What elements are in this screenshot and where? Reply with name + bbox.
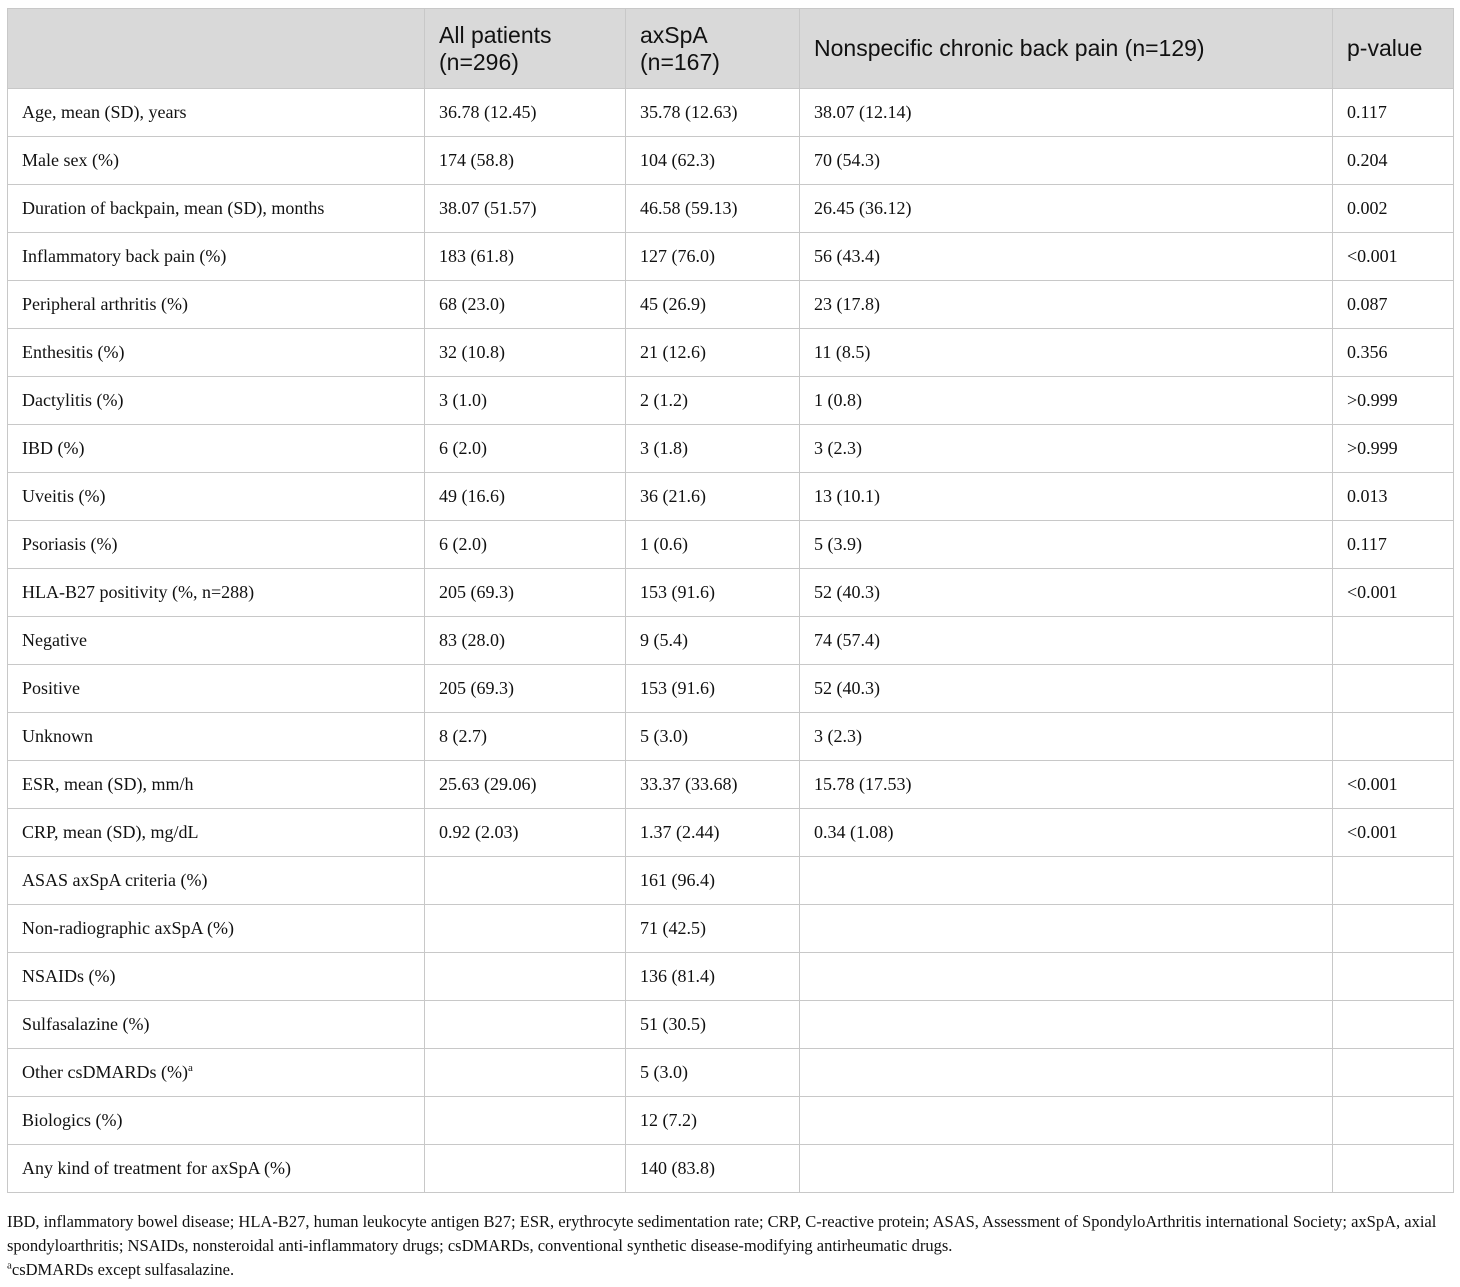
header-all-line1: All patients	[439, 21, 552, 48]
table-row	[8, 857, 1454, 905]
all-patients-cell	[425, 857, 626, 905]
row-label-cell: Unknown	[8, 713, 425, 761]
row-label-cell: Enthesitis (%)	[8, 329, 425, 377]
row-label-cell: ESR, mean (SD), mm/h	[8, 761, 425, 809]
header-cell-label	[8, 9, 425, 89]
p-value-cell: >0.999	[1333, 425, 1454, 473]
p-value-cell: >0.999	[1333, 377, 1454, 425]
row-label-cell: Peripheral arthritis (%)	[8, 281, 425, 329]
row-label-cell: Positive	[8, 665, 425, 713]
axspa-cell: 5 (3.0)	[626, 1049, 800, 1097]
p-value-cell	[1333, 713, 1454, 761]
nonspecific-back-pain-cell	[800, 1145, 1333, 1193]
all-patients-cell: 3 (1.0)	[425, 377, 626, 425]
axspa-cell: 153 (91.6)	[626, 665, 800, 713]
axspa-cell: 3 (1.8)	[626, 425, 800, 473]
header-cell-nonspecific-back-pain: Nonspecific chronic back pain (n=129)	[800, 9, 1333, 89]
row-label-cell: Negative	[8, 617, 425, 665]
footnote-text: csDMARDs except sulfasalazine.	[11, 1260, 235, 1279]
row-label-cell: Inflammatory back pain (%)	[8, 233, 425, 281]
row-label-cell: Sulfasalazine (%)	[8, 1001, 425, 1049]
all-patients-cell: 32 (10.8)	[425, 329, 626, 377]
nonspecific-back-pain-cell: 5 (3.9)	[800, 521, 1333, 569]
axspa-cell: 136 (81.4)	[626, 953, 800, 1001]
table-row	[8, 953, 1454, 1001]
header-axspa-line2: (n=167)	[640, 48, 720, 75]
axspa-cell: 1 (0.6)	[626, 521, 800, 569]
table-row	[8, 137, 1454, 185]
axspa-cell: 45 (26.9)	[626, 281, 800, 329]
header-row	[8, 9, 1454, 89]
table-row	[8, 905, 1454, 953]
nonspecific-back-pain-cell: 56 (43.4)	[800, 233, 1333, 281]
nonspecific-back-pain-cell	[800, 905, 1333, 953]
nonspecific-back-pain-cell	[800, 1097, 1333, 1145]
footnote-a	[7, 1258, 1453, 1282]
nonspecific-back-pain-cell: 3 (2.3)	[800, 713, 1333, 761]
table-row	[8, 809, 1454, 857]
row-label-cell: Biologics (%)	[8, 1097, 425, 1145]
table-footnotes	[7, 1210, 1453, 1282]
all-patients-cell: 49 (16.6)	[425, 473, 626, 521]
all-patients-cell: 6 (2.0)	[425, 521, 626, 569]
nonspecific-back-pain-cell: 0.34 (1.08)	[800, 809, 1333, 857]
row-label-cell: IBD (%)	[8, 425, 425, 473]
row-label-cell	[8, 1049, 425, 1097]
all-patients-cell	[425, 1049, 626, 1097]
table-header	[8, 9, 1454, 89]
p-value-cell	[1333, 1049, 1454, 1097]
all-patients-cell: 36.78 (12.45)	[425, 89, 626, 137]
row-label-cell: Uveitis (%)	[8, 473, 425, 521]
nonspecific-back-pain-cell: 26.45 (36.12)	[800, 185, 1333, 233]
axspa-cell: 104 (62.3)	[626, 137, 800, 185]
axspa-cell: 35.78 (12.63)	[626, 89, 800, 137]
table-row	[8, 1049, 1454, 1097]
axspa-cell: 9 (5.4)	[626, 617, 800, 665]
table-row	[8, 233, 1454, 281]
p-value-cell: <0.001	[1333, 809, 1454, 857]
row-label-cell: Any kind of treatment for axSpA (%)	[8, 1145, 425, 1193]
nonspecific-back-pain-cell: 38.07 (12.14)	[800, 89, 1333, 137]
header-all-line2: (n=296)	[439, 48, 519, 75]
baseline-characteristics-table	[7, 8, 1454, 1193]
p-value-cell: 0.356	[1333, 329, 1454, 377]
all-patients-cell: 183 (61.8)	[425, 233, 626, 281]
nonspecific-back-pain-cell: 70 (54.3)	[800, 137, 1333, 185]
all-patients-cell: 205 (69.3)	[425, 569, 626, 617]
p-value-cell: 0.117	[1333, 89, 1454, 137]
nonspecific-back-pain-cell	[800, 1049, 1333, 1097]
table-row	[8, 1145, 1454, 1193]
header-cell-all-patients	[425, 9, 626, 89]
p-value-cell: 0.002	[1333, 185, 1454, 233]
nonspecific-back-pain-cell: 11 (8.5)	[800, 329, 1333, 377]
p-value-cell	[1333, 1145, 1454, 1193]
all-patients-cell: 0.92 (2.03)	[425, 809, 626, 857]
p-value-cell	[1333, 953, 1454, 1001]
row-label-cell: Psoriasis (%)	[8, 521, 425, 569]
header-axspa-line1: axSpA	[640, 21, 708, 48]
abbreviations-note: IBD, inflammatory bowel disease; HLA-B27, human leukocyte antigen B27; ESR, erythrocyte sedimentation rate; CRP, C-reactive protein; ASAS, Assessment of SpondyloArthritis international Society; axSpA, axial spondyloarthritis; NSAIDs, nonsteroidal anti-inflammatory drugs; csDMARDs, conventional synthetic disease-modifying antirheumatic drugs.	[7, 1212, 1437, 1255]
all-patients-cell: 6 (2.0)	[425, 425, 626, 473]
row-label-cell: Non-radiographic axSpA (%)	[8, 905, 425, 953]
nonspecific-back-pain-cell	[800, 953, 1333, 1001]
table-row	[8, 569, 1454, 617]
all-patients-cell	[425, 1097, 626, 1145]
table-row	[8, 665, 1454, 713]
row-label-cell: NSAIDs (%)	[8, 953, 425, 1001]
header-cell-axspa	[626, 9, 800, 89]
p-value-cell	[1333, 857, 1454, 905]
axspa-cell: 5 (3.0)	[626, 713, 800, 761]
nonspecific-back-pain-cell: 15.78 (17.53)	[800, 761, 1333, 809]
nonspecific-back-pain-cell	[800, 857, 1333, 905]
nonspecific-back-pain-cell: 3 (2.3)	[800, 425, 1333, 473]
nonspecific-back-pain-cell: 13 (10.1)	[800, 473, 1333, 521]
p-value-cell: <0.001	[1333, 569, 1454, 617]
p-value-cell: <0.001	[1333, 233, 1454, 281]
table-row	[8, 89, 1454, 137]
row-label-cell: ASAS axSpA criteria (%)	[8, 857, 425, 905]
axspa-cell: 153 (91.6)	[626, 569, 800, 617]
row-label-cell: Age, mean (SD), years	[8, 89, 425, 137]
footnote-marker: a	[7, 1259, 12, 1272]
row-label-cell: HLA-B27 positivity (%, n=288)	[8, 569, 425, 617]
axspa-cell: 161 (96.4)	[626, 857, 800, 905]
nonspecific-back-pain-cell	[800, 1001, 1333, 1049]
axspa-cell: 33.37 (33.68)	[626, 761, 800, 809]
table-row	[8, 377, 1454, 425]
all-patients-cell	[425, 953, 626, 1001]
table-row	[8, 617, 1454, 665]
table-row	[8, 1001, 1454, 1049]
all-patients-cell: 8 (2.7)	[425, 713, 626, 761]
table-row	[8, 521, 1454, 569]
p-value-cell: <0.001	[1333, 761, 1454, 809]
axspa-cell: 127 (76.0)	[626, 233, 800, 281]
axspa-cell: 51 (30.5)	[626, 1001, 800, 1049]
table-body	[8, 89, 1454, 1193]
nonspecific-back-pain-cell: 74 (57.4)	[800, 617, 1333, 665]
p-value-cell	[1333, 665, 1454, 713]
nonspecific-back-pain-cell: 1 (0.8)	[800, 377, 1333, 425]
all-patients-cell	[425, 905, 626, 953]
table-row	[8, 761, 1454, 809]
all-patients-cell: 205 (69.3)	[425, 665, 626, 713]
all-patients-cell	[425, 1001, 626, 1049]
nonspecific-back-pain-cell: 52 (40.3)	[800, 569, 1333, 617]
all-patients-cell: 68 (23.0)	[425, 281, 626, 329]
p-value-cell: 0.117	[1333, 521, 1454, 569]
all-patients-cell: 83 (28.0)	[425, 617, 626, 665]
axspa-cell: 140 (83.8)	[626, 1145, 800, 1193]
all-patients-cell	[425, 1145, 626, 1193]
axspa-cell: 1.37 (2.44)	[626, 809, 800, 857]
nonspecific-back-pain-cell: 52 (40.3)	[800, 665, 1333, 713]
row-label-cell: CRP, mean (SD), mg/dL	[8, 809, 425, 857]
axspa-cell: 71 (42.5)	[626, 905, 800, 953]
row-label-text: Other csDMARDs (%)	[22, 1062, 188, 1082]
row-label-footnote-marker: a	[187, 1062, 193, 1074]
axspa-cell: 12 (7.2)	[626, 1097, 800, 1145]
axspa-cell: 21 (12.6)	[626, 329, 800, 377]
p-value-cell	[1333, 617, 1454, 665]
axspa-cell: 36 (21.6)	[626, 473, 800, 521]
table-row	[8, 713, 1454, 761]
all-patients-cell: 25.63 (29.06)	[425, 761, 626, 809]
header-cell-p-value: p-value	[1333, 9, 1454, 89]
baseline-characteristics-table-container	[7, 8, 1453, 1193]
table-row	[8, 329, 1454, 377]
row-label-cell: Dactylitis (%)	[8, 377, 425, 425]
nonspecific-back-pain-cell: 23 (17.8)	[800, 281, 1333, 329]
axspa-cell: 46.58 (59.13)	[626, 185, 800, 233]
p-value-cell	[1333, 1097, 1454, 1145]
table-row	[8, 185, 1454, 233]
table-row	[8, 473, 1454, 521]
all-patients-cell: 174 (58.8)	[425, 137, 626, 185]
row-label-cell: Male sex (%)	[8, 137, 425, 185]
all-patients-cell: 38.07 (51.57)	[425, 185, 626, 233]
table-row	[8, 1097, 1454, 1145]
row-label-cell: Duration of backpain, mean (SD), months	[8, 185, 425, 233]
p-value-cell: 0.013	[1333, 473, 1454, 521]
p-value-cell: 0.204	[1333, 137, 1454, 185]
table-row	[8, 281, 1454, 329]
p-value-cell	[1333, 1001, 1454, 1049]
table-row	[8, 425, 1454, 473]
p-value-cell: 0.087	[1333, 281, 1454, 329]
axspa-cell: 2 (1.2)	[626, 377, 800, 425]
p-value-cell	[1333, 905, 1454, 953]
